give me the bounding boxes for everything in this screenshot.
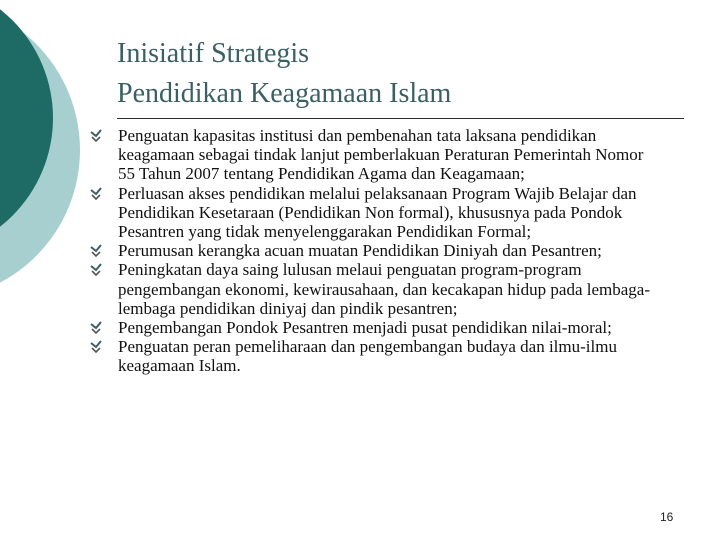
- bullet-text: Perumusan kerangka acuan muatan Pendidikan Diniyah dan Pesantren;: [118, 241, 602, 261]
- bullet-text: Peningkatan daya saing lulusan melaui penguatan program-program pengembangan ekonomi, kewirausahaan, dan kecakapan hidup pada lembaga-lembaga pendidikan diniyaj dan pindik pesantren;: [118, 260, 650, 318]
- bullet-mark-icon: [90, 340, 102, 353]
- bullet-item: [90, 241, 650, 260]
- bullet-text: Pengembangan Pondok Pesantren menjadi pusat pendidikan nilai-moral;: [118, 318, 612, 338]
- bullet-text: Perluasan akses pendidikan melalui pelaksanaan Program Wajib Belajar dan Pendidikan Kesetaraan (Pendidikan Non formal), khususnya pada Pondok Pesantren yang tidak menyelenggarakan Pendidikan Formal;: [118, 183, 637, 242]
- bullet-mark-icon: [90, 129, 102, 142]
- bullet-item: [90, 337, 650, 375]
- bullet-item: [90, 126, 650, 184]
- slide-title: [117, 34, 677, 114]
- bullet-text: Penguatan kapasitas institusi dan pembenahan tata laksana pendidikan keagamaan sebagai tindak lanjut pemberlakuan Peraturan Pemerintah Nomor 55 Tahun 2007 tentang Pendidikan Agama dan Keagamaan;: [118, 126, 644, 184]
- title-divider: [117, 118, 684, 119]
- bullet-item: [90, 184, 650, 242]
- bullet-item: [90, 318, 650, 337]
- title-line-2: Pendidikan Keagamaan Islam: [117, 78, 452, 109]
- bullet-mark-icon: [90, 244, 102, 257]
- page-number: 16: [660, 510, 674, 524]
- bullet-mark-icon: [90, 187, 102, 200]
- bullet-text: Penguatan peran pemeliharaan dan pengembangan budaya dan ilmu-ilmu keagamaan Islam.: [118, 337, 617, 376]
- bullet-mark-icon: [90, 263, 102, 276]
- bullet-mark-icon: [90, 321, 102, 334]
- title-line-1: Inisiatif Strategis: [117, 38, 310, 69]
- bullet-list: [90, 126, 650, 376]
- bullet-item: [90, 260, 650, 318]
